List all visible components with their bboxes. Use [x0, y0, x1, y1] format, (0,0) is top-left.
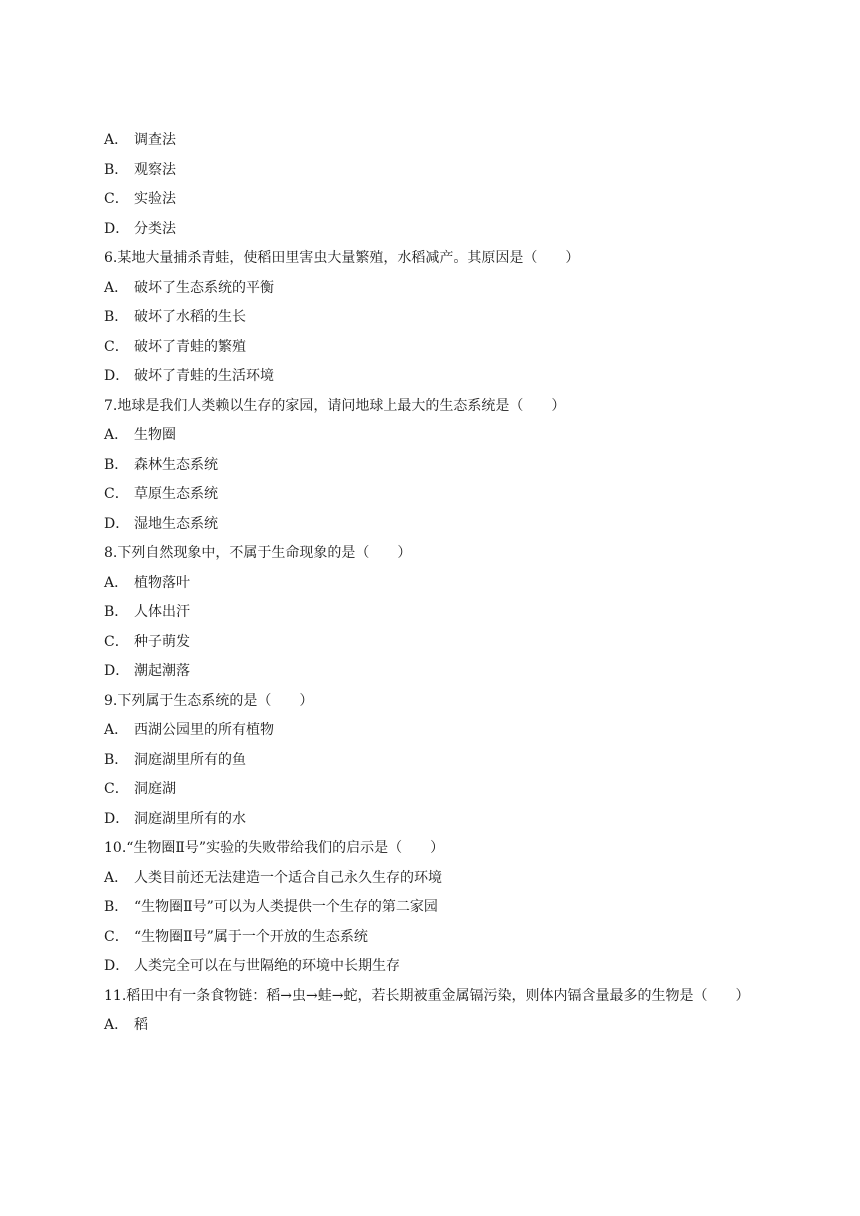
option-text: “生物圈Ⅱ号”属于一个开放的生态系统: [134, 928, 368, 945]
option-letter: B．: [104, 751, 129, 768]
answer-option: [104, 1011, 764, 1041]
option-text: 破坏了生态系统的平衡: [134, 279, 274, 296]
answer-option: [104, 657, 764, 687]
answer-option: [104, 952, 764, 982]
answer-option: [104, 628, 764, 658]
answer-option: [104, 303, 764, 333]
option-text: 洞庭湖里所有的鱼: [134, 751, 246, 768]
option-text: 潮起潮落: [134, 663, 190, 679]
option-text: 洞庭湖: [134, 781, 176, 797]
answer-option: [104, 451, 764, 481]
answer-option: [104, 421, 764, 451]
option-text: 人体出汗: [134, 604, 190, 620]
option-text: 实验法: [134, 191, 176, 207]
option-text: 分类法: [134, 220, 176, 237]
answer-option: [104, 362, 764, 392]
answer-option: [104, 274, 764, 304]
option-letter: C．: [104, 928, 129, 945]
option-text: 观察法: [134, 161, 176, 178]
question-stem: 9.下列属于生态系统的是（ ）: [104, 692, 314, 709]
question-stem: 10.“生物圈Ⅱ号”实验的失败带给我们的启示是（ ）: [104, 840, 445, 856]
answer-option: [104, 480, 764, 510]
option-text: 草原生态系统: [134, 486, 218, 502]
answer-option: [104, 569, 764, 599]
option-text: 种子萌发: [134, 633, 190, 650]
option-letter: A．: [104, 279, 129, 296]
question-list: [104, 126, 764, 1041]
question-stem: 7.地球是我们人类赖以生存的家园，请问地球上最大的生态系统是（ ）: [104, 397, 566, 414]
option-letter: C．: [104, 338, 129, 355]
option-letter: D．: [104, 810, 130, 827]
option-text: 破坏了青蛙的生活环境: [134, 368, 274, 384]
option-letter: A．: [104, 574, 129, 591]
answer-option: [104, 716, 764, 746]
option-letter: C．: [104, 633, 129, 650]
option-letter: D．: [104, 515, 130, 532]
answer-option: [104, 775, 764, 805]
option-letter: B．: [104, 161, 129, 178]
option-letter: B．: [104, 309, 129, 325]
option-text: 破坏了青蛙的繁殖: [134, 338, 246, 355]
option-letter: C．: [104, 486, 129, 502]
answer-option: [104, 333, 764, 363]
option-letter: C．: [104, 781, 129, 797]
answer-option: [104, 893, 764, 923]
answer-option: [104, 156, 764, 186]
option-text: 破坏了水稻的生长: [134, 309, 246, 325]
answer-option: [104, 805, 764, 835]
option-text: 森林生态系统: [134, 456, 218, 473]
option-letter: A．: [104, 132, 129, 148]
question-stem: 6.某地大量捕杀青蛙，使稻田里害虫大量繁殖，水稻减产。其原因是（ ）: [104, 250, 580, 266]
answer-option: [104, 746, 764, 776]
answer-option: [104, 598, 764, 628]
answer-option: [104, 185, 764, 215]
answer-option: [104, 126, 764, 156]
answer-option: [104, 215, 764, 245]
option-text: 人类完全可以在与世隔绝的环境中长期生存: [134, 958, 400, 974]
option-text: 洞庭湖里所有的水: [134, 810, 246, 827]
option-text: 稻: [134, 1017, 148, 1033]
option-letter: D．: [104, 958, 130, 974]
option-letter: A．: [104, 427, 129, 443]
answer-option: [104, 864, 764, 894]
option-letter: A．: [104, 869, 129, 886]
option-text: 湿地生态系统: [134, 515, 218, 532]
option-text: 生物圈: [134, 427, 176, 443]
option-text: “生物圈Ⅱ号”可以为人类提供一个生存的第二家园: [134, 899, 438, 915]
option-text: 调查法: [134, 132, 176, 148]
option-text: 西湖公园里的所有植物: [134, 722, 274, 738]
option-letter: C．: [104, 191, 129, 207]
option-letter: D．: [104, 220, 130, 237]
question-stem: 11.稻田中有一条食物链：稻→虫→蛙→蛇，若长期被重金属镉污染，则体内镉含量最多的生物是（ ）: [104, 987, 750, 1004]
option-letter: A．: [104, 722, 129, 738]
answer-option: [104, 510, 764, 540]
option-text: 人类目前还无法建造一个适合自己永久生存的环境: [134, 869, 442, 886]
answer-option: [104, 923, 764, 953]
option-letter: A．: [104, 1017, 129, 1033]
option-letter: D．: [104, 663, 130, 679]
option-text: 植物落叶: [134, 574, 190, 591]
option-letter: D．: [104, 368, 130, 384]
option-letter: B．: [104, 456, 129, 473]
option-letter: B．: [104, 604, 129, 620]
option-letter: B．: [104, 899, 129, 915]
question-stem: 8.下列自然现象中，不属于生命现象的是（ ）: [104, 545, 412, 561]
